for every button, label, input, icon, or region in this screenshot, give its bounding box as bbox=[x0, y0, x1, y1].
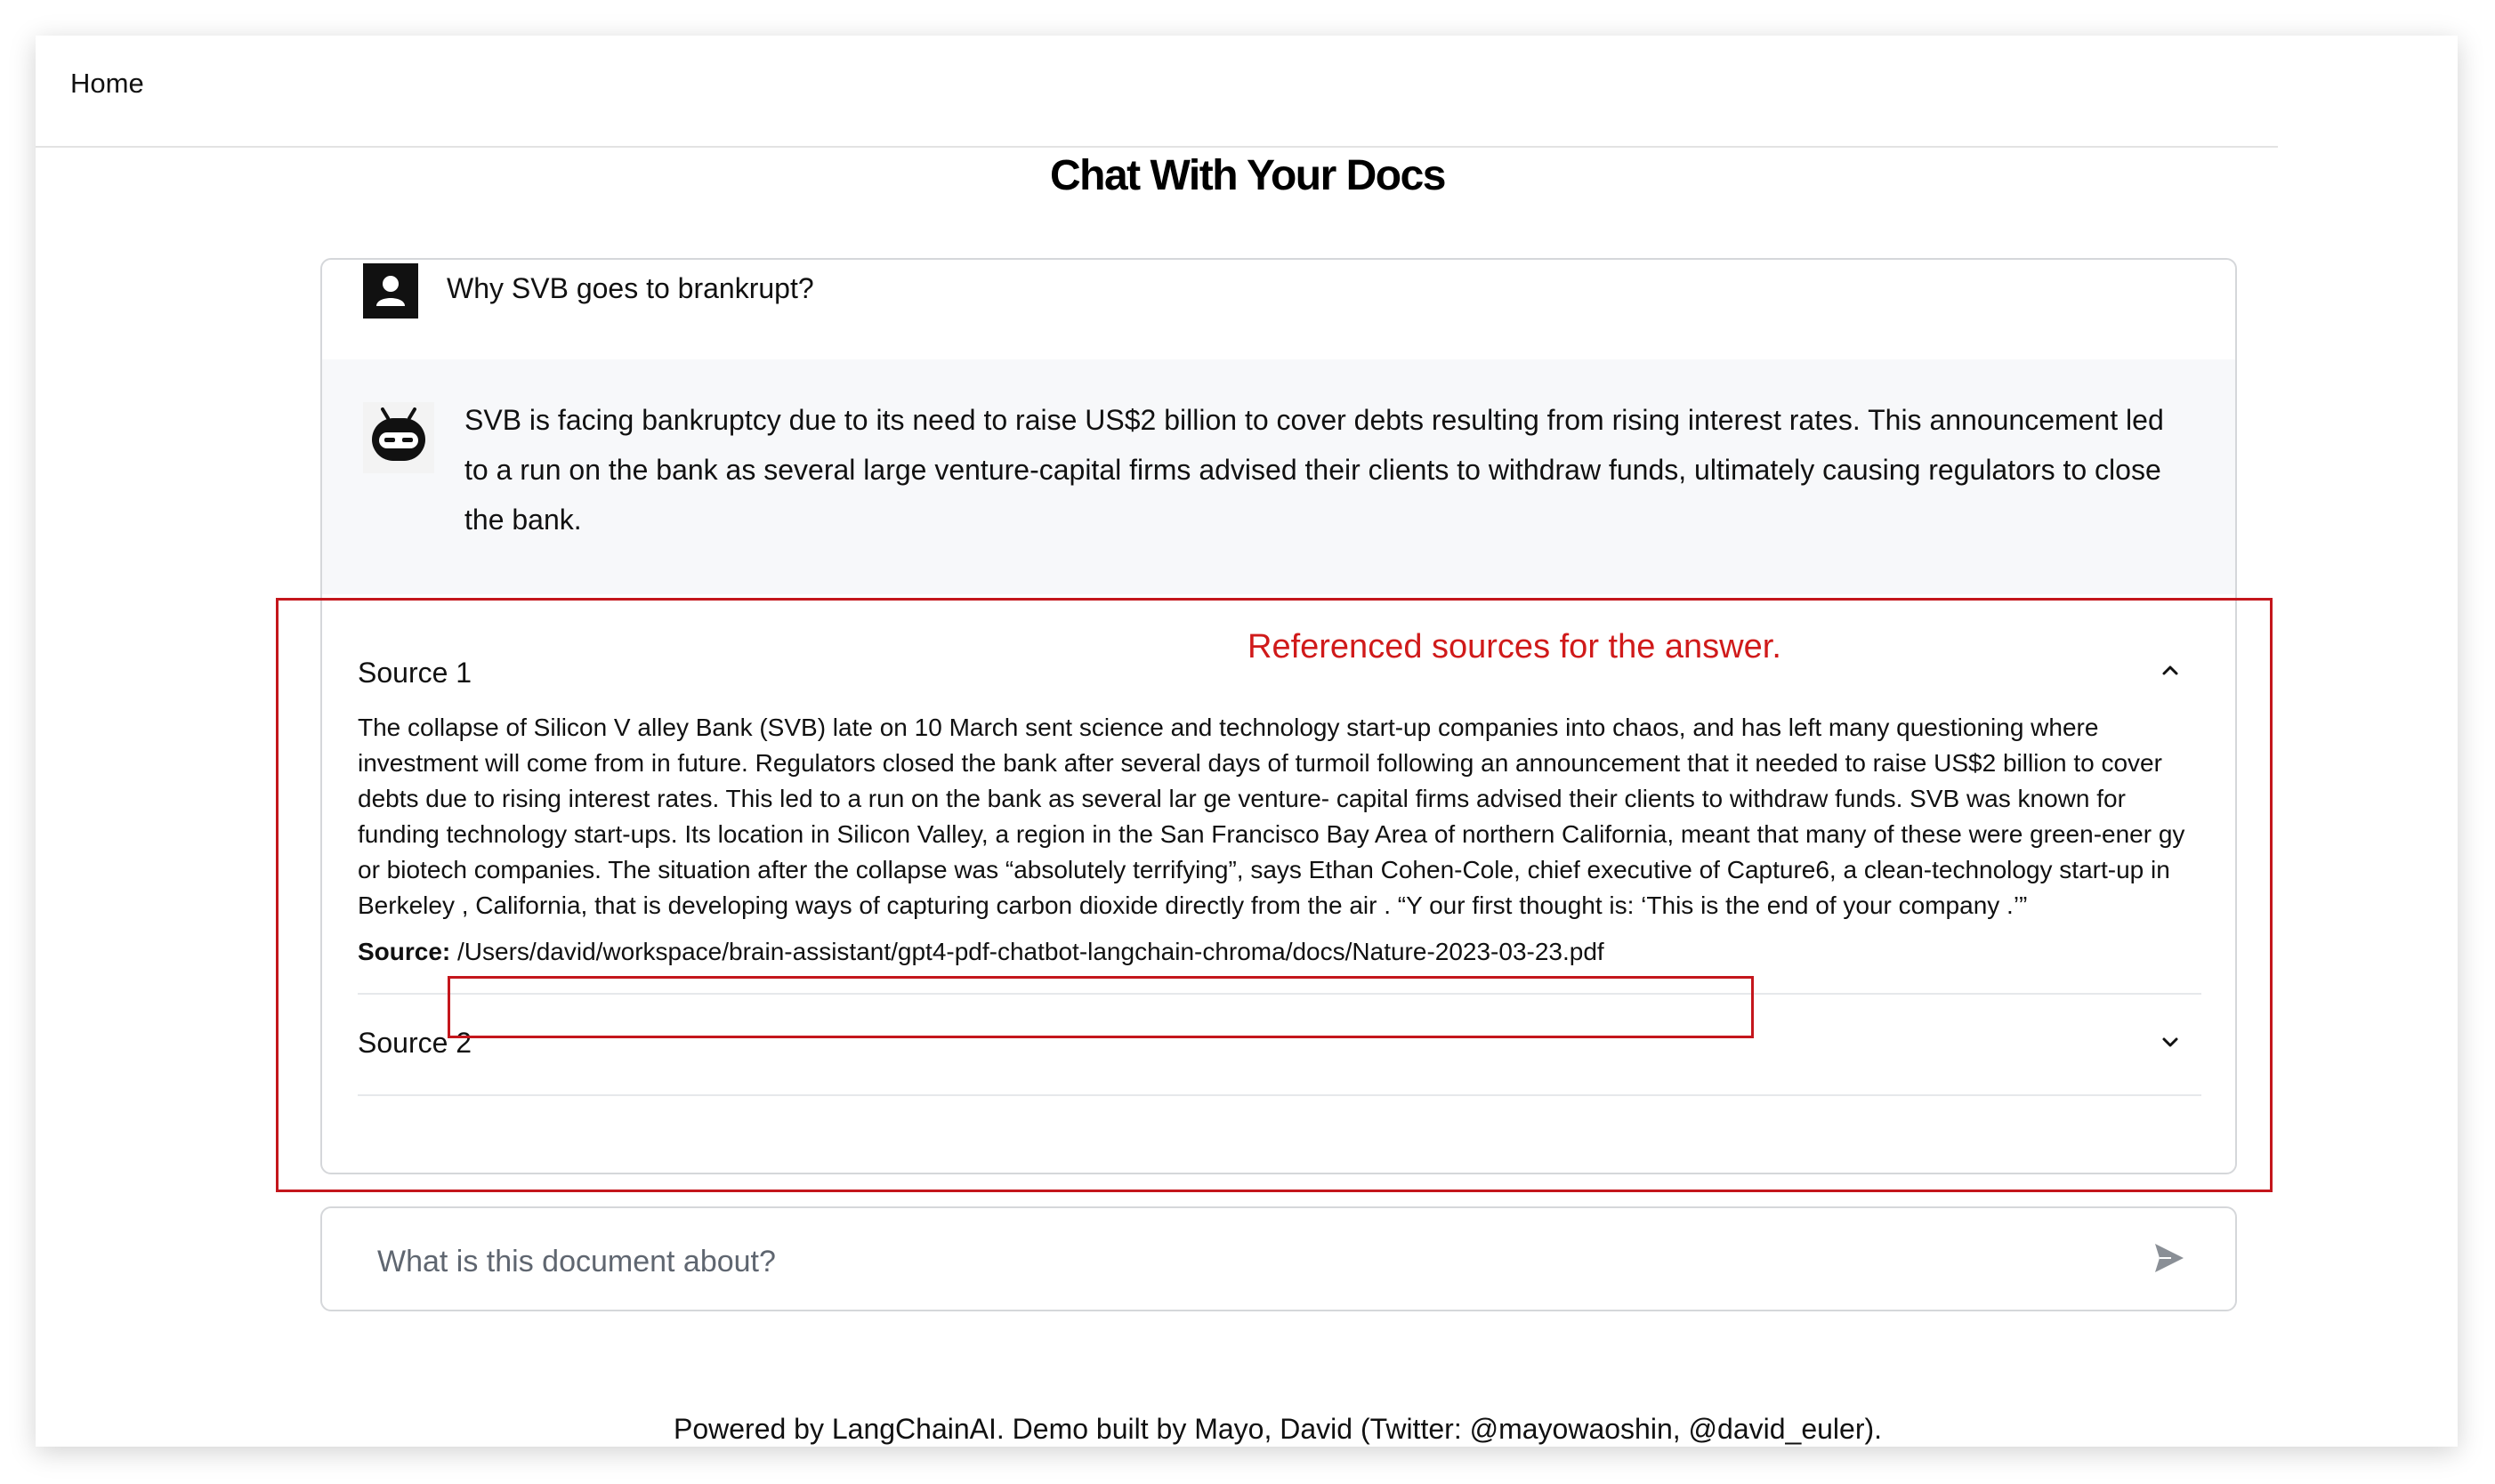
chevron-down-icon[interactable] bbox=[2157, 1028, 2184, 1055]
bot-message-row bbox=[322, 359, 2235, 594]
nav-home-link[interactable]: Home bbox=[70, 68, 144, 99]
annotation-label: Referenced sources for the answer. bbox=[1248, 628, 1781, 665]
user-avatar-icon bbox=[363, 263, 418, 319]
footer-credits: Powered by LangChainAI. Demo built by Mayo, David (Twitter: @mayowaoshin, @david_euler). bbox=[673, 1413, 1883, 1445]
source-2-header[interactable] bbox=[358, 995, 2201, 1094]
sources-accordion bbox=[358, 594, 2201, 1096]
chat-panel bbox=[320, 258, 2237, 1174]
user-message-row bbox=[322, 260, 2235, 359]
chat-input[interactable] bbox=[375, 1235, 2123, 1288]
source-1-path-line bbox=[358, 932, 2201, 979]
robot-icon bbox=[363, 402, 434, 473]
send-icon[interactable] bbox=[2150, 1238, 2189, 1278]
source-1-content: The collapse of Silicon V alley Bank (SVB) late on 10 March sent science and technology start-up companies into chaos, and has left many questioning where investment will come from in future. Regulators closed the bank after several days of turmoil following an announcement that it needed to raise US$2 billion to cover debts due to rising interest rates. This led to a run on the bank as several lar ge venture- capital firms advised their clients to withdraw funds. SVB was known for funding technology start-ups. Its location in Silicon Valley, a region in the San Francisco Bay Area of northern California, meant that many of these were green-ener gy or biotech companies. The situation after the collapse was “absolutely terrifying”, says Ethan Cohen-Cole, chief executive of Capture6, a clean-technology start-up in Berkeley , California, that is developing ways of capturing carbon dioxide directly from the air . “Y our first thought is: ‘This is the end of your company .’” bbox=[358, 714, 2185, 919]
chevron-up-icon[interactable] bbox=[2157, 657, 2184, 683]
divider bbox=[358, 1094, 2201, 1096]
page-title: Chat With Your Docs bbox=[1050, 152, 1445, 199]
user-message-text: Why SVB goes to brankrupt? bbox=[447, 272, 814, 304]
source-1-path: /Users/david/workspace/brain-assistant/gpt4-pdf-chatbot-langchain-chroma/docs/Nature-2023-03-23.pdf bbox=[457, 938, 1604, 965]
top-nav bbox=[36, 36, 2278, 148]
chat-input-container bbox=[320, 1206, 2237, 1311]
bot-message-text: SVB is facing bankruptcy due to its need to raise US$2 billion to cover debts resulting from rising interest rates. This announcement led to a run on the bank as several large venture-capital firms advised their clients to withdraw funds, ultimately causing regulators to close the bank. bbox=[464, 404, 2164, 536]
source-1-title: Source 1 bbox=[358, 657, 472, 689]
source-2-title: Source 2 bbox=[358, 1027, 472, 1059]
source-1-path-label: Source: bbox=[358, 938, 451, 965]
